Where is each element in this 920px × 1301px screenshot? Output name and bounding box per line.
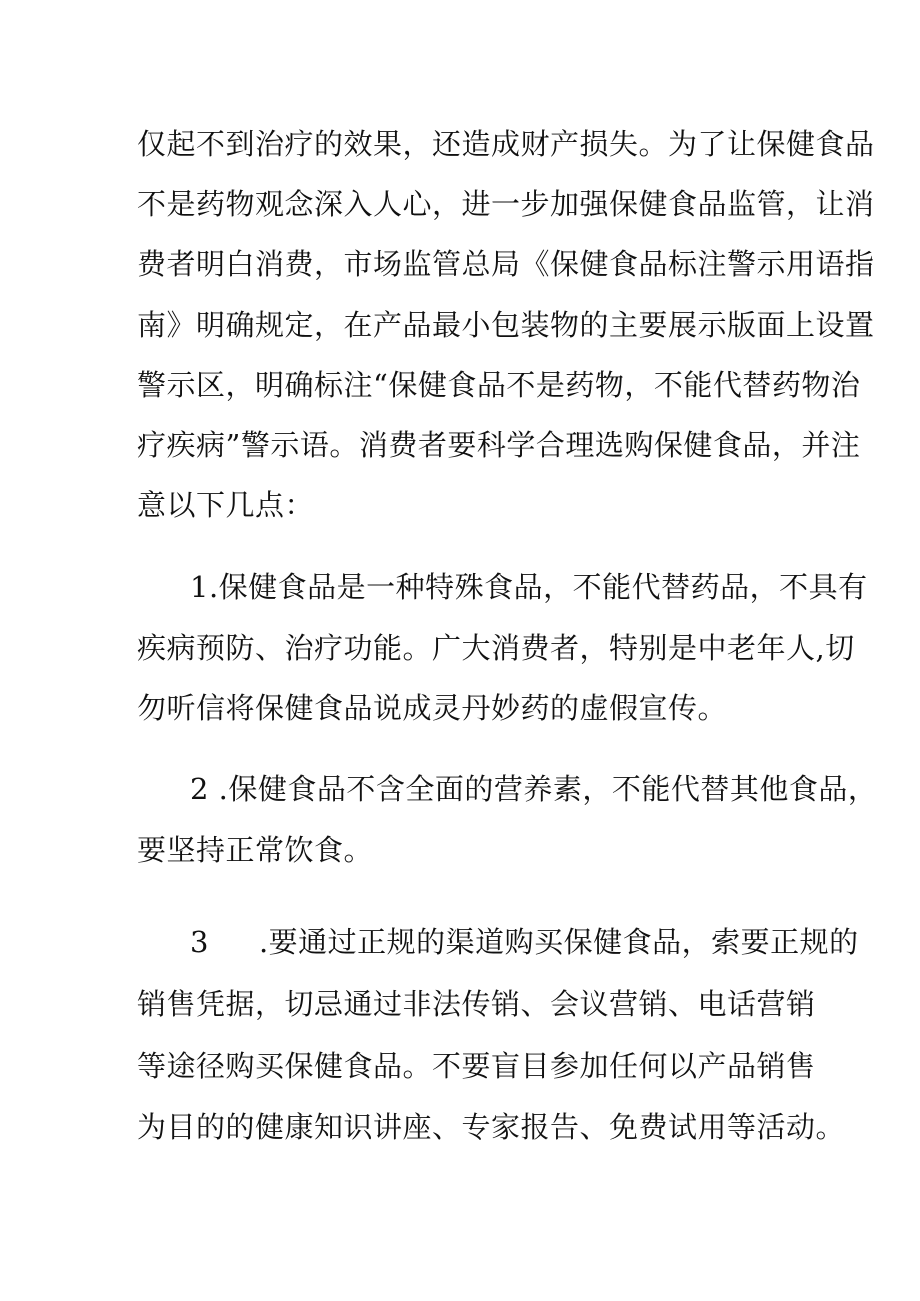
item-3-first-line-text: .要通过正规的渠道购买保健食品，索要正规的 (258, 925, 859, 959)
paragraph-intro-line: 意以下几点： (137, 488, 315, 522)
paragraph-intro-line: 警示区，明确标注“保健食品不是药物，不能代替药物治 (137, 368, 861, 402)
item-3-first-line (190, 925, 859, 959)
paragraph-intro-line: 不是药物观念深入人心，进一步加强保健食品监管，让消 (137, 187, 875, 221)
item-3-line: 销售凭据，切忌通过非法传销、会议营销、电话营销 (137, 987, 816, 1021)
paragraph-intro-line: 疗疾病”警示语。消费者要科学合理选购保健食品，并注 (137, 428, 861, 462)
item-1-line: 疾病预防、治疗功能。广大消费者，特别是中老年人,切 (137, 631, 855, 665)
item-3-number: 3 (190, 925, 209, 959)
item-3-line: 等途径购买保健食品。不要盲目参加任何以产品销售 (137, 1049, 816, 1083)
item-1-line: 勿听信将保健食品说成灵丹妙药的虚假宣传。 (137, 691, 728, 725)
item-1-line: 1.保健食品是一种特殊食品，不能代替药品，不具有 (190, 570, 868, 604)
paragraph-intro-line: 费者明白消费，市场监管总局《保健食品标注警示用语指 (137, 247, 875, 281)
item-2-line: 要坚持正常饮食。 (137, 833, 374, 867)
item-3-line: 为目的的健康知识讲座、专家报告、免费试用等活动。 (137, 1110, 846, 1144)
item-2-line: 2 .保健食品不含全面的营养素，不能代替其他食品， (190, 772, 878, 806)
paragraph-intro-line: 南》明确规定，在产品最小包装物的主要展示版面上设置 (137, 308, 875, 342)
paragraph-intro-line: 仅起不到治疗的效果，还造成财产损失。为了让保健食品 (137, 127, 875, 161)
